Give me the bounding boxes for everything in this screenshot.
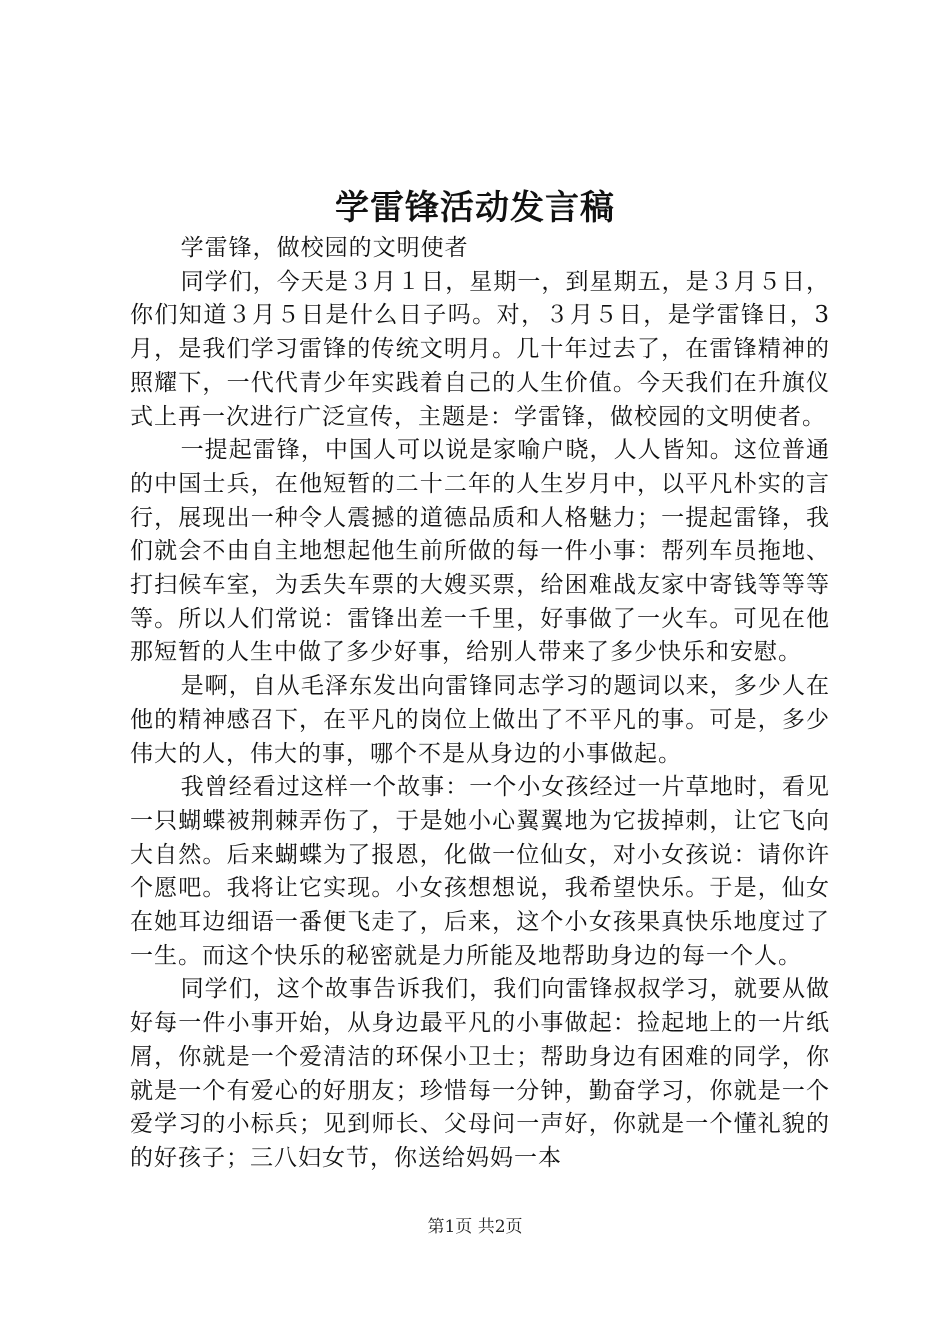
document-title: 学雷锋活动发言稿 <box>335 188 615 228</box>
body-paragraph: 一提起雷锋，中国人可以说是家喻户晓，人人皆知。这位普通的中国士兵，在他短暂的二十二年的人生岁月中，以平凡朴实的言行，展现出一种令人震撼的道德品质和人格魅力；一提起雷锋，我们就会不由自主地想起他生前所做的每一件小事：帮列车员拖地、打扫候车室，为丢失车票的大嫂买票，给困难战友家中寄钱等等等等。所以人们常说：雷锋出差一千里，好事做了一火车。可见在他那短暂的人生中做了多少好事，给别人带来了多少快乐和安慰。 <box>130 437 830 666</box>
body-paragraph: 同学们，这个故事告诉我们，我们向雷锋叔叔学习，就要从做好每一件小事开始，从身边最平凡的小事做起：捡起地上的一片纸屑，你就是一个爱清洁的环保小卫士；帮助身边有困难的同学，你就是一个有爱心的好朋友；珍惜每一分钟，勤奋学习，你就是一个爱学习的小标兵；见到师长、父母问一声好，你就是一个懂礼貌的的好孩子；三八妇女节，你送给妈妈一本 <box>130 976 830 1171</box>
body-paragraph: 是啊，自从毛泽东发出向雷锋同志学习的题词以来，多少人在他的精神感召下，在平凡的岗位上做出了不平凡的事。可是，多少伟大的人，伟大的事，哪个不是从身边的小事做起。 <box>130 673 830 767</box>
document-body <box>130 232 830 1176</box>
body-paragraph: 同学们，今天是３月１日，星期一，到星期五，是３月５日，你们知道３月５日是什么日子吗。对，３月５日，是学雷锋日，3月，是我们学习雷锋的传统文明月。几十年过去了，在雷锋精神的照耀下，一代代青少年实践着自己的人生价值。今天我们在升旗仪式上再一次进行广泛宣传，主题是：学雷锋，做校园的文明使者。 <box>130 268 830 430</box>
page-footer: 第1页 共2页 <box>427 1217 523 1237</box>
body-paragraph: 我曾经看过这样一个故事：一个小女孩经过一片草地时，看见一只蝴蝶被荆棘弄伤了，于是她小心翼翼地为它拔掉刺，让它飞向大自然。后来蝴蝶为了报恩，化做一位仙女，对小女孩说：请你许个愿吧。我将让它实现。小女孩想想说，我希望快乐。于是，仙女在她耳边细语一番便飞走了，后来，这个小女孩果真快乐地度过了一生。而这个快乐的秘密就是力所能及地帮助身边的每一个人。 <box>130 774 830 969</box>
subtitle-paragraph: 学雷锋，做校园的文明使者 <box>180 235 469 261</box>
